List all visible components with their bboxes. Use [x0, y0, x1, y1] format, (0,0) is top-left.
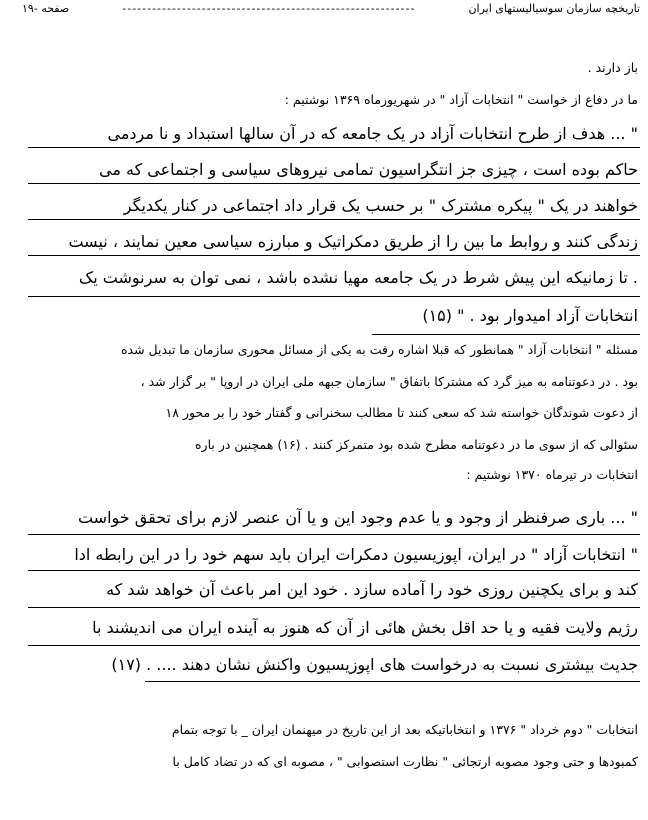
quote-line: . تا زمانیکه این پیش شرط در یک جامعه مهیا نشده باشد ، نمی توان به سرنوشت یک: [78, 268, 638, 287]
underline: [28, 183, 640, 184]
body-line: مسئله " انتخابات آزاد " همانطور که قبلا اشاره رفت به یکی از مسائل محوری سازمان ما تبدیل شده: [120, 342, 638, 357]
underline: [28, 645, 640, 646]
underline: [372, 334, 640, 335]
quote-line: کند و برای یکچنین روزی خود را آماده سازد . خود این امر باعث آن خواهد شد که: [106, 580, 638, 599]
underline: [28, 219, 640, 220]
intro-line: ما در دفاع از خواست " انتخابات آزاد " در شهریورماه ۱۳۶۹ نوشتیم :: [284, 92, 638, 107]
header-divider: -----------------------------------------------------------: [122, 2, 416, 15]
quote-line: رژیم ولایت فقیه و یا حد اقل بخش هائی از آن که هنوز به آینده ایران می اندیشند با: [92, 618, 638, 637]
underline: [28, 255, 640, 256]
body-line: بود . در دعوتنامه به میز گرد که مشترکا باتفاق " سازمان جبهه ملی ایران در اروپا " بر گزار شد ،: [140, 374, 638, 389]
quote-line: خواهند در یک " پیکره مشترک " بر حسب یک قرار داد اجتماعی در کنار یکدیگر: [123, 196, 638, 215]
body-line: انتخابات در تیرماه ۱۳۷۰ نوشتیم :: [466, 467, 638, 482]
underline: [145, 681, 640, 682]
quote-line: زندگی کنند و روابط ما بین را از طریق دمکراتیک و مبارزه سیاسی معین نمایند ، نیست: [68, 232, 638, 251]
body-line: سئوالی که از سوی ما در دعوتنامه مطرح شده بود متمرکز کنند . (۱۶) همچنین در باره: [195, 437, 638, 452]
quote-line: " ... باری صرفنظر از وجود و یا عدم وجود این و یا آن عنصر لازم برای تحقق خواست: [77, 508, 638, 527]
page-indicator: [22, 1, 69, 17]
page-header: [22, 0, 640, 18]
page-number: -۱۹: [22, 2, 38, 15]
underline: [28, 296, 640, 297]
underline: [28, 570, 640, 571]
closing-line: انتخابات " دوم خرداد " ۱۳۷۶ و انتخاباتیکه بعد از این تاریخ در میهنمان ایران _ با توجه بتمام: [171, 722, 638, 737]
quote-line: جدیت بیشتری نسبت به درخواست های اپوزیسیون واکنش نشان دهند .... . (۱۷): [111, 655, 638, 674]
underline: [28, 147, 640, 148]
closing-line: کمبودها و حتی وجود مصوبه ارتجائی " نظارت استصوابی " ، مصوبه ای که در تضاد کامل با: [172, 754, 638, 769]
quote-line: انتخابات آزاد امیدوار بود . " (۱۵): [422, 306, 638, 325]
underline: [28, 534, 640, 535]
quote-line: " ... هدف از طرح انتخابات آزاد در یک جامعه که در آن سالها استبداد و نا مردمی: [107, 124, 638, 143]
document-title: تاریخچه سازمان سوسیالیستهای ایران: [468, 2, 640, 15]
page-label: صفحه: [41, 2, 70, 15]
underline: [28, 607, 640, 608]
quote-line: " انتخابات آزاد " در ایران، اپوزیسیون دمکرات ایران باید سهم خود را در این رابطه ادا: [74, 545, 638, 564]
body-line: از دعوت شوندگان خواسته شد که سعی کنند تا مطالب سخنرانی و گفتار خود را بر محور ۱۸: [165, 405, 638, 420]
quote-line: حاکم بوده است ، چیزی جز انتگراسیون تمامی نیروهای سیاسی و اجتماعی که می: [99, 160, 638, 179]
intro-line: باز دارند .: [587, 60, 638, 75]
